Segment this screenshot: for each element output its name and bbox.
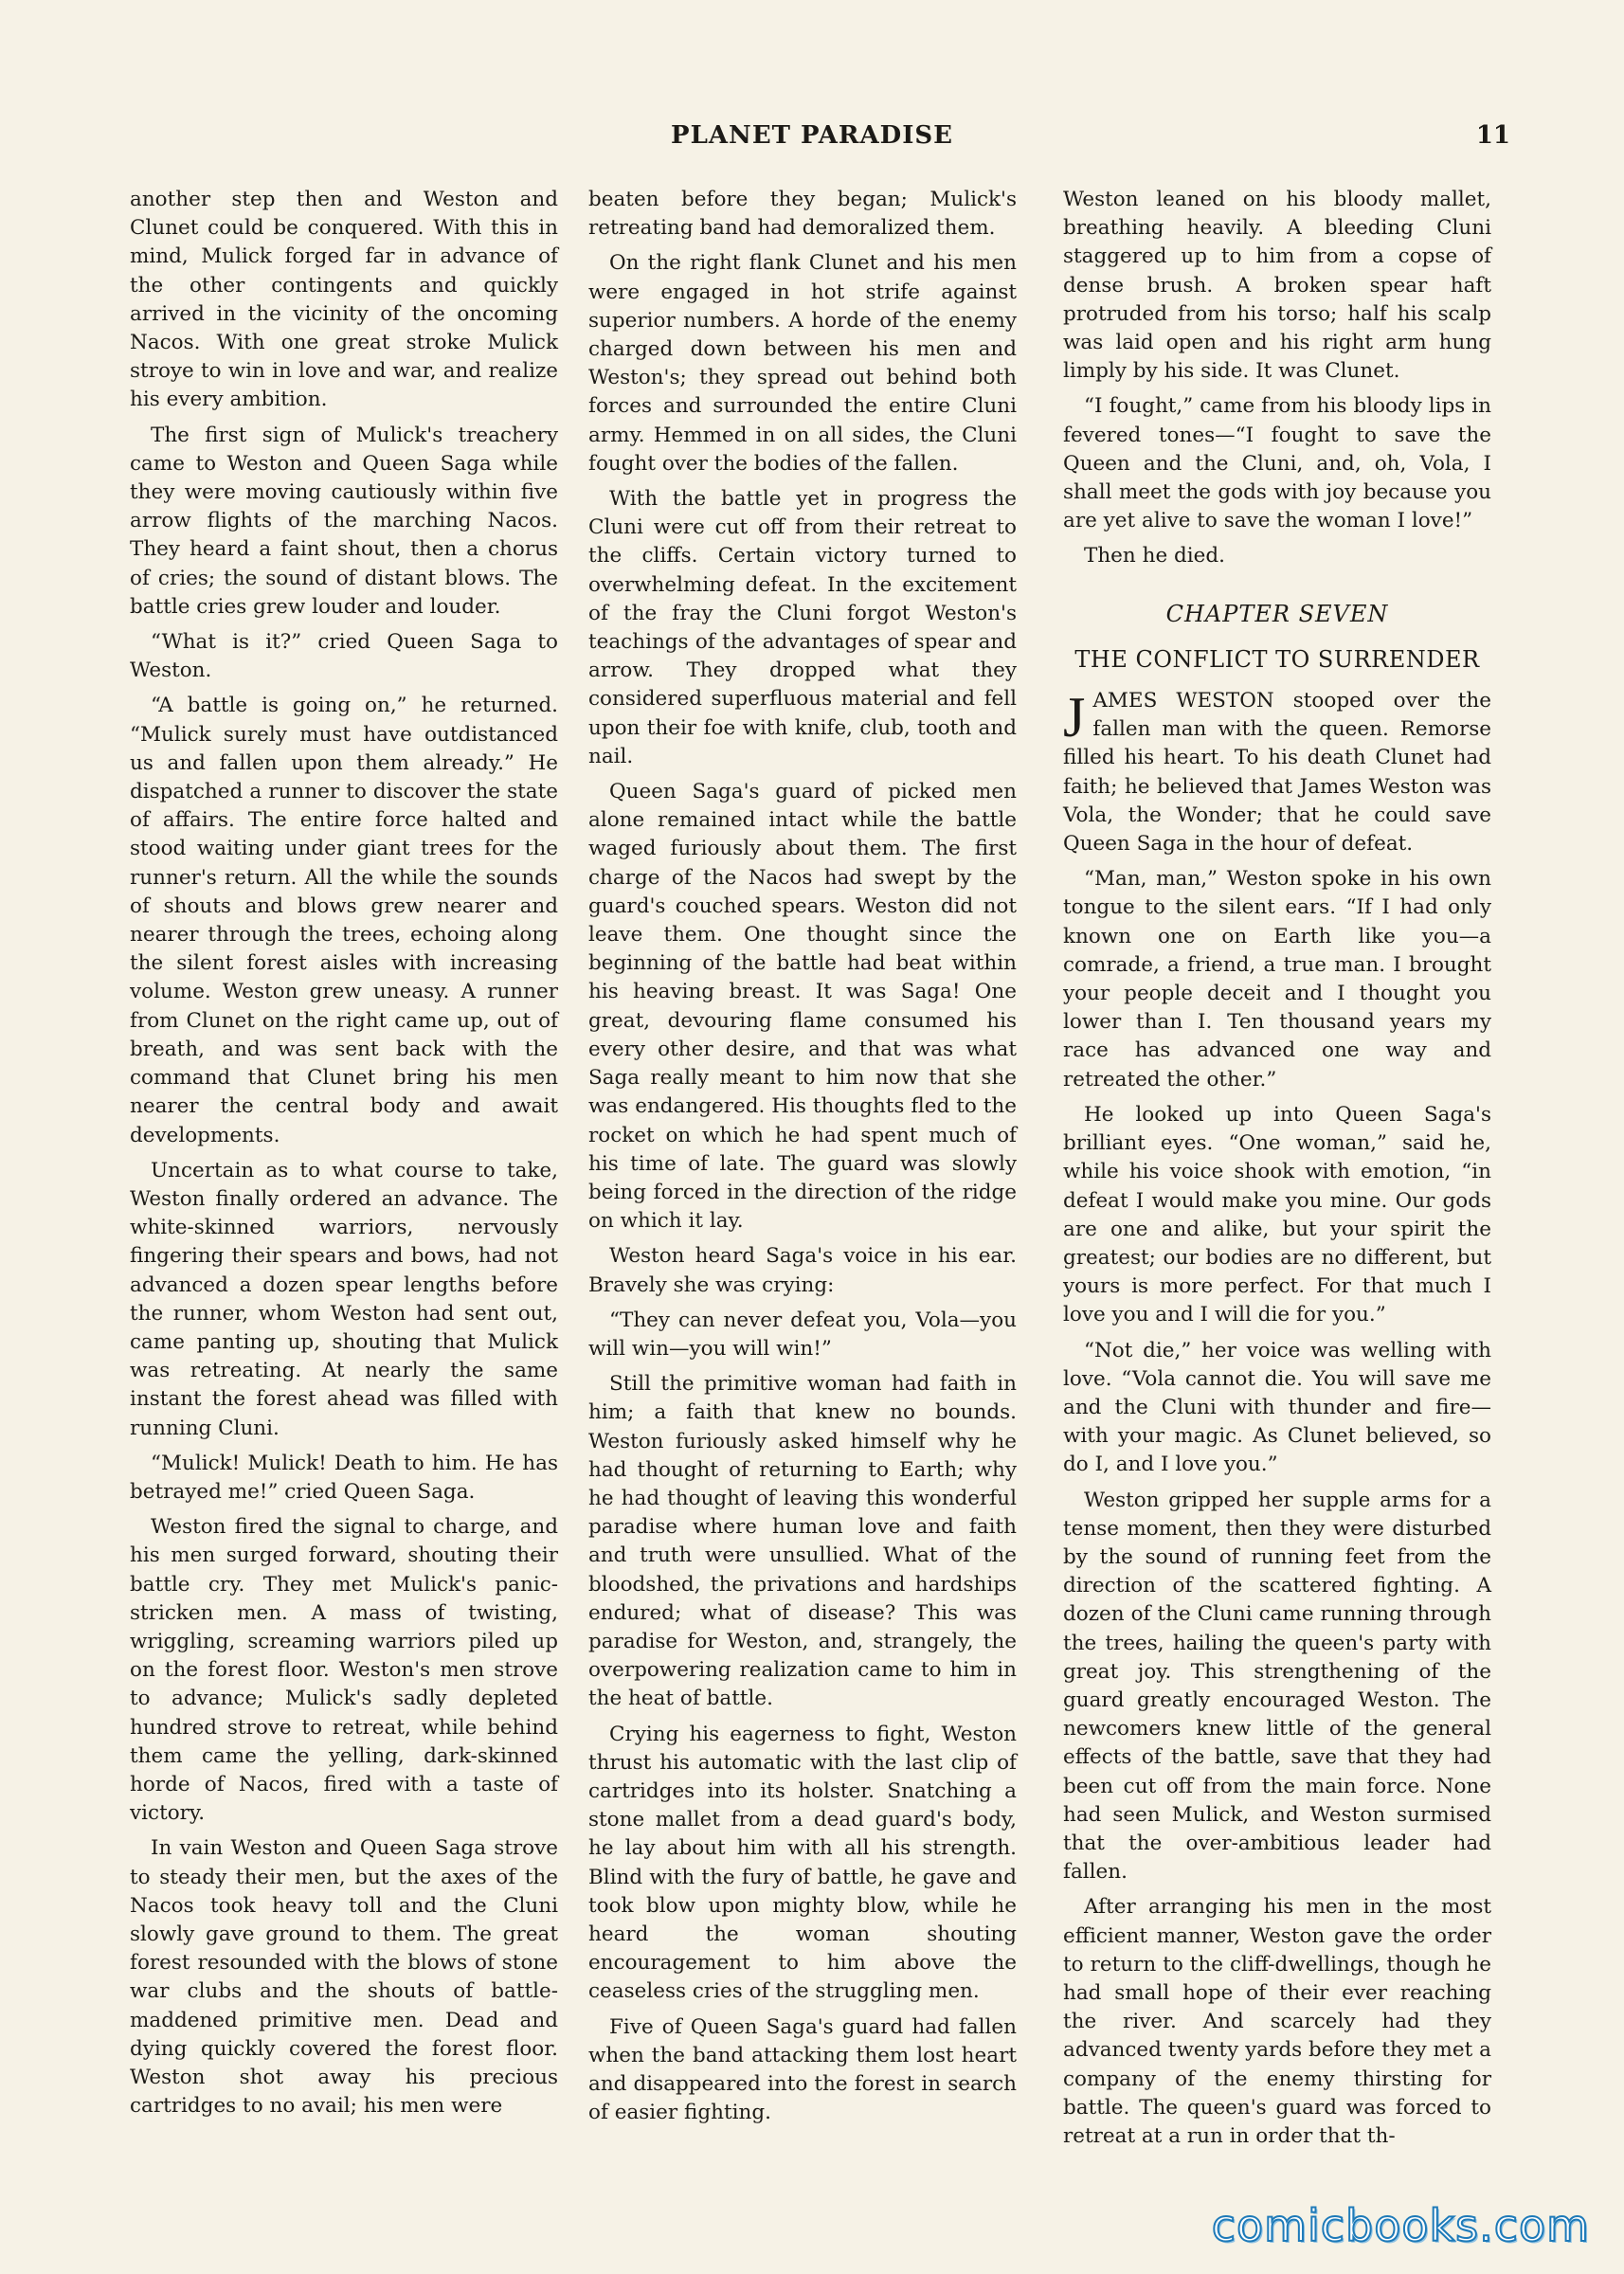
paragraph: Still the primitive woman had faith in him; a faith that knew no bounds. Weston furiously asked himself why he had thought of returning to Earth; why he had thought of leaving this wonderful paradise where human love and faith and truth were unsullied. What of the bloodshed, the privations and hardships endured; what of disease? This was paradise for Weston, and, strangely, the overpowering realization came to him in the heat of battle. bbox=[588, 1372, 1017, 1711]
paragraph: beaten before they began; Mulick's retreating band had demoralized them. bbox=[588, 188, 1017, 241]
text-column-2 bbox=[588, 186, 1017, 2134]
paragraph: He looked up into Queen Saga's brilliant eyes. “One woman,” said he, while his voice shook with emotion, “in defeat I would make you mine. Our gods are one and alike, but your spirit the greatest; our bodies are no different, but yours is more perfect. For that much I love you and I will die for you.” bbox=[1063, 1102, 1491, 1327]
paragraph: On the right flank Clunet and his men were engaged in hot strife against superior numbers. A horde of the enemy charged down between his men and Weston's; they spread out behind both forces and surrounded the entire Cluni army. Hemmed in on all sides, the Cluni fought over the bodies of the fallen. bbox=[588, 251, 1017, 476]
page-header bbox=[0, 121, 1624, 159]
drop-cap: J bbox=[1063, 686, 1086, 749]
chapter-opening-text: AMES WESTON stooped over the fallen man with the queen. Remorse filled his heart. To his death Clunet had faith; he believed that James Weston was Vola, the Wonder; that he could save Queen Saga in the hour of defeat. bbox=[1063, 689, 1491, 857]
paragraph: Weston leaned on his bloody mallet, breathing heavily. A bleeding Cluni staggered up to him from a copse of dense brush. A broken spear haft protruded from his torso; half his scalp was laid open and his right arm hung limply by his side. It was Clunet. bbox=[1063, 188, 1491, 384]
paragraph: “What is it?” cried Queen Saga to Weston. bbox=[130, 630, 558, 683]
paragraph: “I fought,” came from his bloody lips in fevered tones—“I fought to save the Queen and the Cluni, and, oh, Vola, I shall meet the gods with joy because you are yet alive to save the woman I love!” bbox=[1063, 394, 1491, 533]
paragraph: The first sign of Mulick's treachery came to Weston and Queen Saga while they were moving cautiously within five arrow flights of the marching Nacos. They heard a faint shout, then a chorus of cries; the sound of distant blows. The battle cries grew louder and louder. bbox=[130, 423, 558, 619]
paragraph: Queen Saga's guard of picked men alone remained intact while the battle waged furiously about them. The first charge of the Nacos had swept by the guard's couched spears. Weston did not leave them. One thought since the beginning of the battle had beat within his heaving breast. It was Saga! One great, devouring flame consumed his every other desire, and that was what Saga really meant to him now that she was endangered. His thoughts fled to the rocket on which he had spent much of his time of late. The guard was slowly being forced in the direction of the ridge on which it lay. bbox=[588, 780, 1017, 1234]
chapter-title: THE CONFLICT TO SURRENDER bbox=[1074, 645, 1480, 673]
paragraph: With the battle yet in progress the Cluni were cut off from their retreat to the cliffs. Certain victory turned to overwhelming defeat. In the excitement of the fray the Cluni forgot Weston's teachings of the advantages of spear and arrow. They dropped what they considered superfluous material and fell upon their foe with knife, club, tooth and nail. bbox=[588, 487, 1017, 768]
text-column-3 bbox=[1063, 186, 1491, 2157]
site-watermark: comicbooks.com bbox=[1211, 2200, 1590, 2251]
paragraph: “A battle is going on,” he returned. “Mulick surely must have outdistanced us and fallen upon them already.” He dispatched a runner to discover the state of affairs. The entire force halted and stood waiting under giant trees for the runner's return. All the while the sounds of shouts and blows grew nearer and nearer through the trees, echoing along the silent forest aisles with increasing volume. Weston grew uneasy. A runner from Clunet on the right came up, out of breath, and was sent back with the command that Clunet bring his men nearer the central body and await developments. bbox=[130, 694, 558, 1147]
page-number: 11 bbox=[1475, 121, 1510, 150]
paragraph: Then he died. bbox=[1084, 544, 1225, 568]
paragraph: “Not die,” her voice was welling with love. “Vola cannot die. You will save me and the Cluni with thunder and fire—with your magic. As Clunet believed, so do I, and I love you.” bbox=[1063, 1338, 1491, 1477]
running-title: PLANET PARADISE bbox=[671, 121, 953, 150]
chapter-opening-paragraph bbox=[1063, 687, 1491, 858]
paragraph: Uncertain as to what course to take, Weston finally ordered an advance. The white-skinned warriors, nervously fingering their spears and bows, had not advanced a dozen spear lengths before the runner, whom Weston had sent out, came panting up, shouting that Mulick was retreating. At nearly the same instant the forest ahead was filled with running Cluni. bbox=[130, 1158, 558, 1440]
paragraph: After arranging his men in the most efficient manner, Weston gave the order to return to the cliff-dwellings, though he had small hope of their ever reaching the river. And scarcely had they advanced twenty yards before they met a company of the enemy thirsting for battle. The queen's guard was forced to retreat at a run in order that th- bbox=[1063, 1895, 1491, 2148]
paragraph: Weston fired the signal to charge, and his men surged forward, shouting their battle cry. They met Mulick's panic-stricken men. A mass of twisting, wriggling, screaming warriors piled up on the forest floor. Weston's men strove to advance; Mulick's sadly depleted hundred strove to retreat, while behind them came the yelling, dark-skinned horde of Nacos, fired with a taste of victory. bbox=[130, 1515, 558, 1826]
paragraph: In vain Weston and Queen Saga strove to steady their men, but the axes of the Nacos took heavy toll and the Cluni slowly gave ground to them. The great forest resounded with the blows of stone war clubs and the shouts of battle-maddened primitive men. Dead and dying quickly covered the forest floor. Weston shot away his precious cartridges to no avail; his men were bbox=[130, 1836, 558, 2119]
paragraph: “Man, man,” Weston spoke in his own tongue to the silent ears. “If I had only known one on Earth like you—a comrade, a friend, a true man. I brought your people deceit and I thought you lower than I. Ten thousand years my race has advanced one way and retreated the other.” bbox=[1063, 867, 1491, 1092]
paragraph: Crying his eagerness to fight, Weston thrust his automatic with the last clip of cartridges into its holster. Snatching a stone mallet from a dead guard's body, he lay about him with all his strength. Blind with the fury of battle, he gave and took blow upon mighty blow, while he heard the woman shouting encouragement to him above the ceaseless cries of the struggling men. bbox=[588, 1722, 1017, 2004]
paragraph: Weston gripped her supple arms for a tense moment, then they were disturbed by the sound of running feet from the direction of the scattered fighting. A dozen of the Cluni came running through the trees, hailing the queen's party with great joy. This strengthening of the guard greatly encouraged Weston. The newcomers knew little of the general effects of the battle, save that they had been cut off from the main force. None had seen Mulick, and Weston surmised that the over-ambitious leader had fallen. bbox=[1063, 1488, 1491, 1885]
paragraph: “Mulick! Mulick! Death to him. He has betrayed me!” cried Queen Saga. bbox=[130, 1451, 558, 1504]
paragraph: “They can never defeat you, Vola—you will win—you will win!” bbox=[588, 1308, 1017, 1361]
paragraph: Weston heard Saga's voice in his ear. Bravely she was crying: bbox=[588, 1244, 1017, 1297]
paragraph: Five of Queen Saga's guard had fallen when the band attacking them lost heart and disappeared into the forest in search of easier fighting. bbox=[588, 2014, 1017, 2125]
paragraph: another step then and Weston and Clunet could be conquered. With this in mind, Mulick forged far in advance of the other contingents and quickly arrived in the vicinity of the oncoming Nacos. With one great stroke Mulick stroye to win in love and war, and realize his every ambition. bbox=[130, 188, 558, 412]
chapter-label: CHAPTER SEVEN bbox=[1165, 600, 1389, 627]
text-column-1 bbox=[130, 186, 558, 2127]
